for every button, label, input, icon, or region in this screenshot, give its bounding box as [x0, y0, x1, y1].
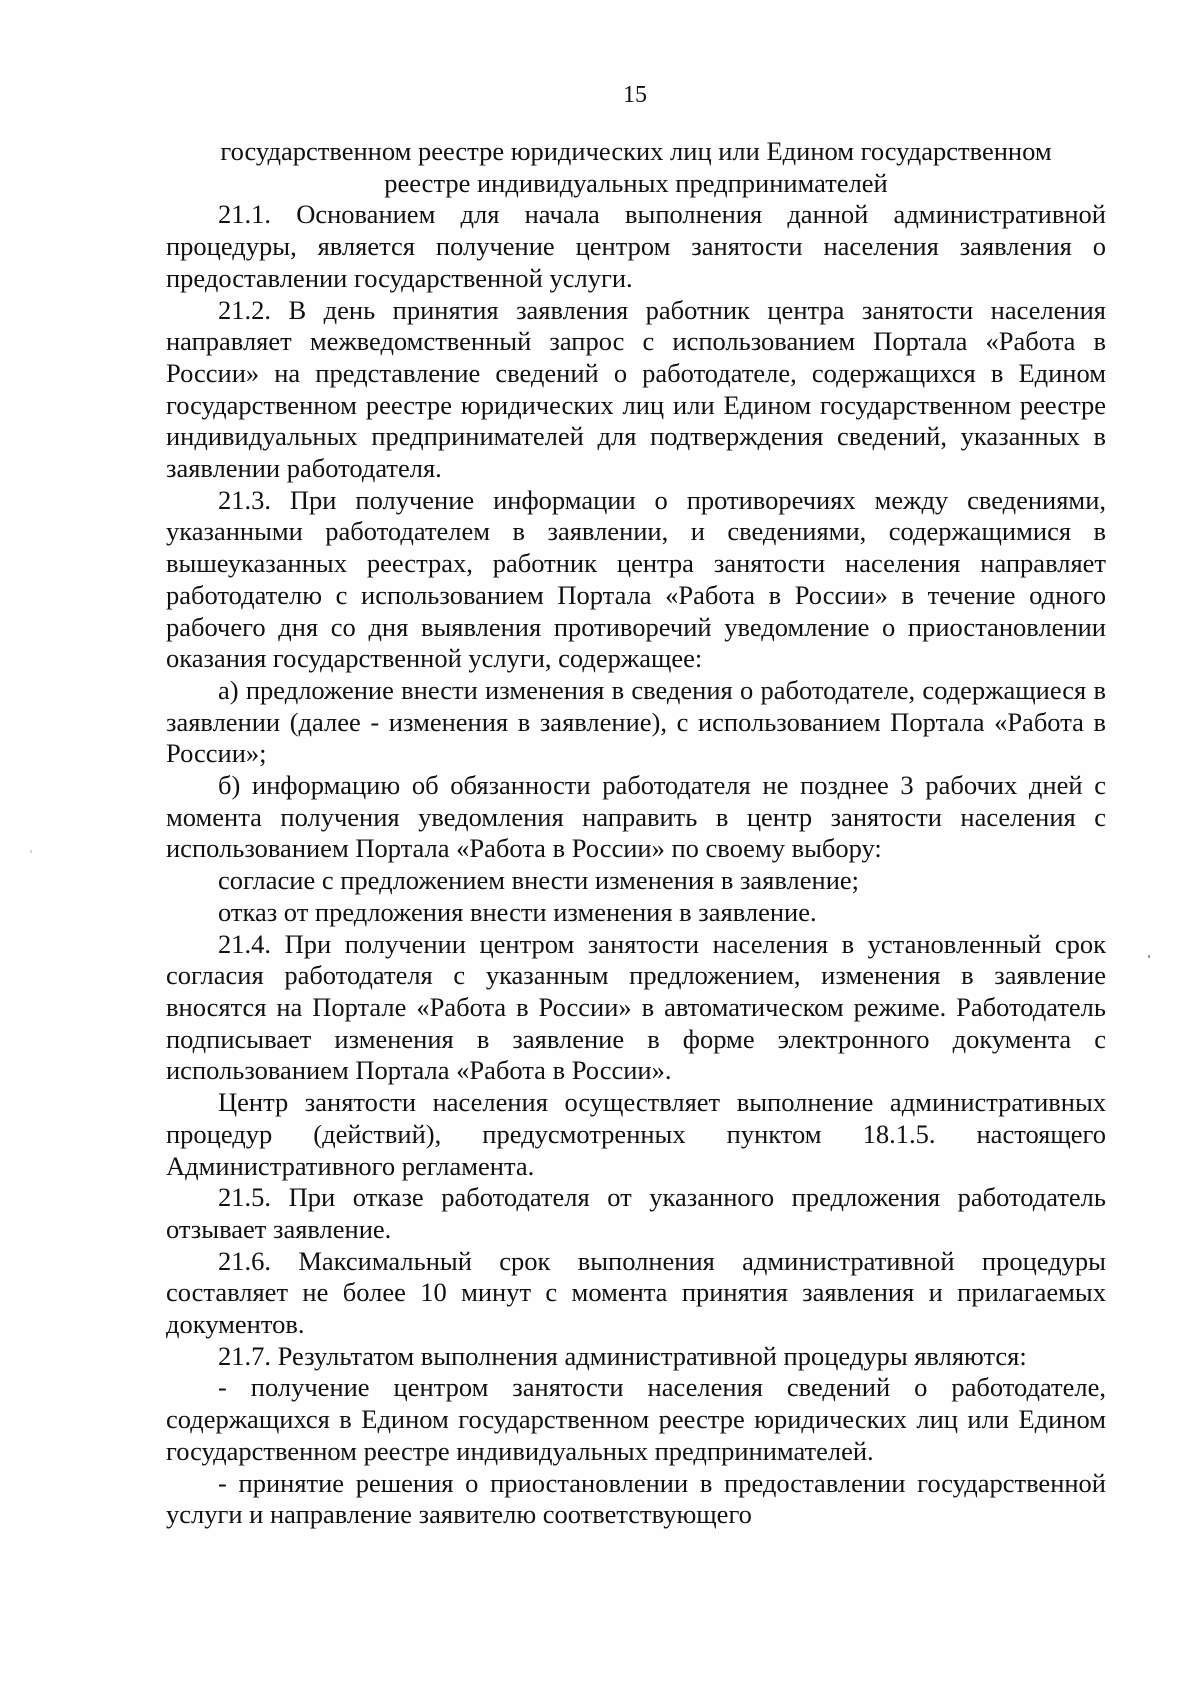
list-item-a: а) предложение внести изменения в сведения о работодателе, содержащиеся в заявлении (далее - изменения в заявление), с использованием Портала «Работа в России»; — [166, 674, 1106, 769]
document-body — [166, 136, 1106, 1531]
paragraph-21-6: 21.6. Максимальный срок выполнения административной процедуры составляет не более 10 минут с момента принятия заявления и прилагаемых документов. — [166, 1245, 1106, 1340]
paragraph-21-3: 21.3. При получение информации о противоречиях между сведениями, указанными работодателем в заявлении, и сведениями, содержащимися в вышеуказанных реестрах, работник центра занятости населения направляет работодателю с использованием Портала «Работа в России» в течение одного рабочего дня со дня выявления противоречий уведомление о приостановлении оказания государственной услуги, содержащее: — [166, 484, 1106, 674]
paragraph-21-5: 21.5. При отказе работодателя от указанного предложения работодатель отзывает заявление. — [166, 1182, 1106, 1244]
paragraph-center-procedures: Центр занятости населения осуществляет выполнение административных процедур (действий), предусмотренных пунктом 18.1.5. настоящего Административного регламента. — [166, 1087, 1106, 1181]
paragraph-21-4: 21.4. При получении центром занятости населения в установленный срок согласия работодателя с указанным предложением, изменения в заявление вносятся на Портале «Работа в России» в автоматическом режиме. Работодатель подписывает изменения в заявление в форме электронного документа с использованием Портала «Работа в России». — [166, 928, 1106, 1086]
scan-speck — [30, 850, 32, 853]
result-item-2: - принятие решения о приостановлении в предоставлении государственной услуги и направление заявителю соответствующего — [166, 1467, 1106, 1530]
list-item-b: б) информацию об обязанности работодателя не позднее 3 рабочих дней с момента получения уведомления направить в центр занятости населения с использованием Портала «Работа в России» по своему выбору: — [166, 770, 1106, 864]
list-item-refusal: отказ от предложения внести изменения в заявление. — [218, 896, 817, 927]
result-item-1: - получение центром занятости населения сведений о работодателе, содержащихся в Едином государственном реестре юридических лиц или Едином государственном реестре индивидуальных предпринимателей. — [166, 1372, 1106, 1466]
paragraph-21-7: 21.7. Результатом выполнения административной процедуры являются: — [218, 1340, 1027, 1371]
section-heading-line-2: реестре индивидуальных предпринимателей — [384, 167, 888, 198]
paragraph-21-1: 21.1. Основанием для начала выполнения данной административной процедуры, является получение центром занятости населения заявления о предоставлении государственной услуги. — [166, 199, 1106, 293]
section-heading-line-1: государственном реестре юридических лиц или Едином государственном — [220, 136, 1052, 166]
page-number: 15 — [623, 82, 647, 108]
scan-speck — [1148, 955, 1150, 958]
paragraph-21-2: 21.2. В день принятия заявления работник центра занятости населения направляет межведомственный запрос с использованием Портала «Работа в России» на представление сведений о работодателе, содержащихся в Едином государственном реестре юридических лиц или Едином государственном реестре индивидуальных предпринимателей для подтверждения сведений, указанных в заявлении работодателя. — [166, 294, 1106, 484]
list-item-consent: согласие с предложением внести изменения в заявление; — [218, 865, 860, 896]
